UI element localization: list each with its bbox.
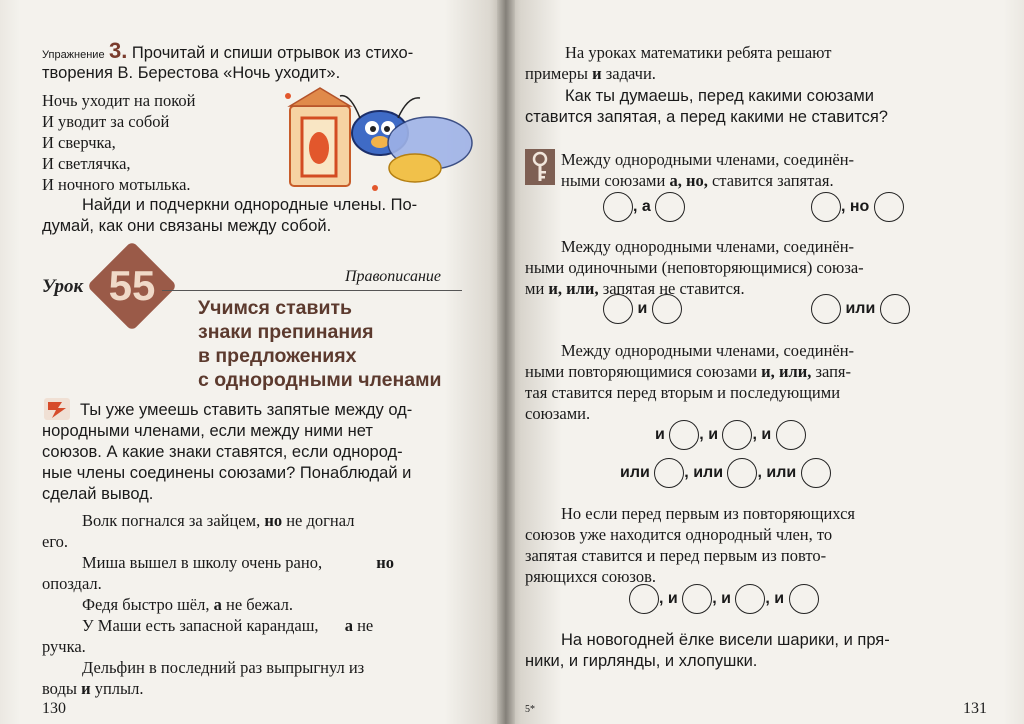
scheme-first-comma <box>629 584 819 614</box>
scheme-comma-no <box>811 192 904 222</box>
member-circle <box>682 584 712 614</box>
rule-line: Но если перед первым из повторяющихся <box>561 504 855 523</box>
intro-line: сделай вывод. <box>42 485 154 503</box>
scheme-conjunction: и <box>637 300 648 317</box>
example-sentence <box>82 510 354 531</box>
rule-text: ными союзами <box>561 171 666 190</box>
example-sentence <box>42 678 143 699</box>
conjunction: и <box>81 679 91 698</box>
example-text: Волк погнался за зайцем, <box>82 511 261 530</box>
rule-text: ными повторяющимися союзами <box>525 362 758 381</box>
member-circle <box>654 458 684 488</box>
left-page <box>0 0 505 724</box>
firefly-illustration <box>280 78 490 196</box>
example-text: опоздал. <box>42 574 102 593</box>
member-circle <box>727 458 757 488</box>
conjunction: но, <box>685 171 708 190</box>
conjunction: и, <box>761 362 775 381</box>
member-circle <box>655 192 685 222</box>
rule-line: тая ставится перед вторым и последующими <box>525 383 841 402</box>
member-circle <box>811 192 841 222</box>
signature-mark: 5* <box>525 704 535 715</box>
member-circle <box>811 294 841 324</box>
conjunction: а, <box>669 171 682 190</box>
example-sentence <box>82 594 293 615</box>
member-circle <box>801 458 831 488</box>
rule-line: ными одиночными (неповторяющимися) союза- <box>525 258 864 277</box>
poem-line: И светлячка, <box>42 154 131 173</box>
scheme-conjunction: и <box>655 426 665 443</box>
poem-line: И сверчка, <box>42 133 116 152</box>
member-circle <box>789 584 819 614</box>
page-number: 130 <box>42 700 66 717</box>
example-text: У Маши есть запасной карандаш, <box>82 616 319 635</box>
member-circle <box>603 294 633 324</box>
rule-line <box>561 170 834 191</box>
conjunction: или, <box>566 279 599 298</box>
poem <box>42 90 196 195</box>
member-circle <box>629 584 659 614</box>
example-text: не <box>357 616 374 635</box>
right-page <box>505 0 1024 724</box>
rule-line: ряющихся союзов. <box>525 567 657 586</box>
observe-icon <box>42 396 72 422</box>
rule-line: Между однородными членами, соединён- <box>561 237 855 256</box>
task-line: Найди и подчеркни однородные члены. По- <box>82 196 418 214</box>
question-line: ставится запятая, а перед какими не ставится? <box>525 108 888 126</box>
rule-text: запятая не ставится. <box>602 279 745 298</box>
member-circle <box>874 192 904 222</box>
lesson-label: Урок <box>42 276 84 297</box>
conjunction: а <box>213 595 222 614</box>
rule-line: союзов уже находится однородный член, то <box>525 525 833 544</box>
conjunction: но <box>264 511 283 530</box>
intro-line: ные члены соединены союзами? Понаблюдай и <box>42 464 412 482</box>
exercise-text-2: творения В. Берестова «Ночь уходит». <box>42 64 341 82</box>
scheme-i <box>603 294 682 324</box>
member-circle <box>776 420 806 450</box>
example-line: На новогодней ёлке висели шарики, и пря- <box>561 631 890 649</box>
example-text: Миша вышел в школу очень рано, <box>82 553 323 572</box>
scheme-conjunction: , или <box>684 464 724 481</box>
rule-line: Между однородными членами, соединён- <box>561 150 855 169</box>
scheme-ili <box>811 294 910 324</box>
rule-line: Между однородными членами, соединён- <box>561 341 855 360</box>
body-line: На уроках математики ребята решают <box>565 43 832 62</box>
question-line: Как ты думаешь, перед какими союзами <box>565 87 874 105</box>
rule-line <box>525 361 851 382</box>
intro-line: Ты уже умеешь ставить запятые между од- <box>80 401 413 419</box>
example-text: уплыл. <box>94 679 144 698</box>
exercise-number: 3. <box>109 38 128 63</box>
body-text: примеры <box>525 64 589 83</box>
example-text: воды <box>42 679 77 698</box>
title-line: знаки препинания <box>198 321 374 343</box>
lesson-title <box>198 296 442 392</box>
section-label: Правописание <box>345 268 442 285</box>
example-line: ники, и гирлянды, и хлопушки. <box>525 652 758 670</box>
member-circle <box>652 294 682 324</box>
conjunction: и, <box>548 279 563 298</box>
example-sentence <box>82 615 373 636</box>
conjunction: но <box>376 553 394 572</box>
example-text: не догнал <box>286 511 355 530</box>
scheme-conjunction: , или <box>757 464 797 481</box>
body-text: задачи. <box>605 64 656 83</box>
example-text: ручка. <box>42 637 86 656</box>
scheme-comma-a <box>603 192 685 222</box>
conjunction: или, <box>778 362 812 381</box>
scheme-conjunction: , а <box>633 198 651 215</box>
title-line: в предложениях <box>198 345 357 367</box>
scheme-conjunction: , и <box>765 590 785 607</box>
example-text: Дельфин в последний раз выпрыгнул из <box>82 658 365 677</box>
exercise-heading <box>42 38 413 64</box>
exercise-prefix: Упражнение <box>42 49 105 61</box>
conjunction: а <box>344 616 353 635</box>
example-text: не бежал. <box>225 595 293 614</box>
poem-line: И ночного мотылька. <box>42 175 191 194</box>
member-circle <box>603 192 633 222</box>
rule-line: союзами. <box>525 404 591 423</box>
header-divider <box>162 290 462 291</box>
scheme-conjunction: , но <box>841 198 870 215</box>
key-icon <box>525 149 555 185</box>
page-number: 131 <box>963 700 987 717</box>
rule-text: ми <box>525 279 545 298</box>
conjunction: и <box>592 64 602 83</box>
scheme-conjunction: , и <box>712 590 731 607</box>
rule-text: ставится запятая. <box>711 171 834 190</box>
scheme-repeated-i <box>655 420 806 450</box>
intro-line: нородными членами, если между ними нет <box>42 422 373 440</box>
body-line <box>525 63 656 84</box>
example-sentence <box>82 552 394 573</box>
member-circle <box>735 584 765 614</box>
scheme-conjunction: , и <box>752 426 772 443</box>
title-line: с однородными членами <box>198 369 442 391</box>
book-gutter <box>497 0 515 724</box>
scheme-conjunction: или <box>620 464 650 481</box>
title-line: Учимся ставить <box>198 297 353 319</box>
poem-line: И уводит за собой <box>42 112 170 131</box>
member-circle <box>722 420 752 450</box>
scheme-conjunction: , и <box>699 426 719 443</box>
scheme-repeated-ili <box>620 458 831 488</box>
task-line: думай, как они связаны между собой. <box>42 217 332 235</box>
lesson-number: 55 <box>108 262 156 309</box>
scheme-conjunction: или <box>845 300 876 317</box>
rule-line: запятая ставится и перед первым из повто- <box>525 546 827 565</box>
example-text: его. <box>42 532 69 551</box>
scheme-conjunction: , и <box>659 590 678 607</box>
intro-line: союзов. А какие знаки ставятся, если однород- <box>42 443 403 461</box>
poem-line: Ночь уходит на покой <box>42 91 196 110</box>
member-circle <box>669 420 699 450</box>
member-circle <box>880 294 910 324</box>
exercise-text: Прочитай и спиши отрывок из стихо- <box>131 44 414 62</box>
rule-text: запя- <box>815 362 852 381</box>
example-text: Федя быстро шёл, <box>82 595 210 614</box>
